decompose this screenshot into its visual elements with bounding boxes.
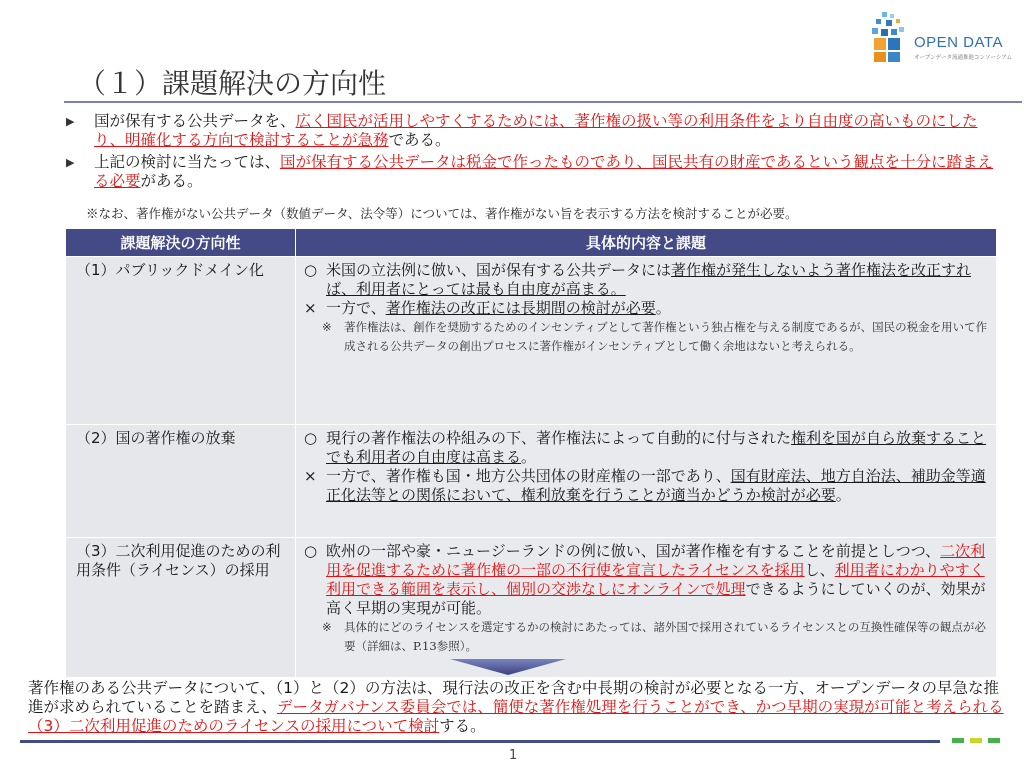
cross-mark-icon: × (304, 299, 317, 317)
detail-underlined: 権利を国が自ら放棄することでも利用者の自由度は高まる (326, 429, 987, 466)
detail-text: 一方で、 (326, 299, 386, 317)
column-header-details: 具体的内容と課題 (296, 229, 997, 257)
bullet-arrow-icon: ▶ (66, 156, 75, 169)
footnote-text: 具体的にどのライセンスを選定するかの検討にあたっては、諸外国で採用されているライセンスとの互換性確保等の観点が必要（詳細は、P.13参照）。 (344, 620, 986, 653)
detail-highlight: 二次利用を促進するために著作権の一部の不行使を宣言したライセンスを採用 (326, 542, 986, 579)
copyright-note: ※なお、著作権がない公共データ（数値データ、法令等）については、著作権がない旨を表示する方法を検討することが必要。 (86, 206, 798, 221)
bullet-list (66, 112, 1006, 194)
direction-table (65, 228, 997, 678)
conclusion-plain: 著作権のある公共データについて、（1）と（2）の方法は、現行法の改正を含む中長期の検討が必要となる一方、オープンデータの早急な推進が求められていることを踏まえ、 (28, 679, 999, 716)
conclusion-plain: する。 (439, 717, 486, 735)
open-data-logo (868, 10, 1018, 70)
detail-text: 米国の立法例に倣い、国が保有する公共データには (326, 261, 672, 279)
footer-divider (20, 740, 940, 743)
cross-mark-icon: × (304, 467, 317, 485)
bullet-text: 国が保有する公共データを、 (94, 112, 296, 130)
row-label: （2）国の著作権の放棄 (66, 425, 296, 538)
conclusion-highlight: データガバナンス委員会では、簡便な著作権処理を行うことができ、かつ早期の実現が可能と考えられる（3）二次利用促進のためのライセンスの採用について検討 (28, 698, 1004, 735)
detail-text: 。 (521, 448, 537, 466)
logo-text: OPEN DATA (914, 34, 1003, 51)
detail-underlined: 国有財産法、地方自治法、補助金等適正化法等との関係において、権利放棄を行うことが適当かどうか検討が必要 (326, 467, 986, 504)
detail-line (304, 261, 988, 299)
footer-accent (988, 738, 1000, 743)
row-details (296, 257, 997, 425)
detail-footnote (304, 318, 988, 356)
bullet-highlight: 広く国民が活用しやすくするためには、著作権の扱い等の利用条件をより自由度の高いものにしたり、明確化する方向で検討することが急務 (94, 112, 978, 149)
detail-text: 欧州の一部や豪・ニュージーランドの例に倣い、国が著作権を有することを前提としつつ、 (326, 542, 941, 560)
page-title: （１）課題解決の方向性 (78, 67, 387, 100)
detail-line (304, 467, 988, 505)
detail-text: 現行の著作権法の枠組みの下、著作権法によって自動的に付与された (326, 429, 792, 447)
row-details (296, 538, 997, 678)
bullet-item (66, 153, 1006, 191)
bullet-highlight: 国が保有する公共データは税金で作ったものであり、国民共有の財産であるという観点を十分に踏まえる必要 (94, 153, 994, 190)
detail-line (304, 542, 988, 618)
down-arrow-icon (450, 659, 566, 675)
note-mark-icon: ※ (322, 320, 332, 334)
detail-text: 。 (835, 486, 851, 504)
bullet-text: である。 (388, 131, 451, 149)
table-row (66, 257, 997, 425)
detail-underlined: 著作権法の改正には長期間の検討が必要 (385, 299, 656, 317)
note-mark-icon: ※ (322, 620, 332, 634)
bullet-item (66, 112, 1006, 150)
footer-accent (970, 738, 982, 743)
conclusion-text (28, 679, 1006, 736)
footer-accent (952, 738, 964, 743)
table-header-row (66, 229, 997, 257)
open-data-cube-icon (868, 10, 912, 66)
detail-text: し、 (804, 561, 835, 579)
row-label: （1）パブリックドメイン化 (66, 257, 296, 425)
circle-mark-icon: ○ (304, 429, 318, 447)
detail-line (304, 429, 988, 467)
circle-mark-icon: ○ (304, 261, 318, 279)
circle-mark-icon: ○ (304, 542, 318, 560)
detail-footnote (304, 618, 988, 656)
detail-highlight: 利用者にわかりやすく利用できる範囲を表示し、個別の交渉なしにオンラインで処理 (326, 561, 985, 598)
detail-text: 。 (655, 299, 671, 317)
logo-subtext: オープンデータ流通推進コンソーシアム (914, 55, 1013, 61)
footnote-text: 著作権法は、創作を奨励するためのインセンティブとして著作権という独占権を与える制度であるが、国民の税金を用いて作成される公共データの創出プロセスに著作権がインセンティブとして働く余地はないと考えられる。 (344, 320, 988, 353)
table-row (66, 425, 997, 538)
detail-line (304, 299, 988, 318)
column-header-direction: 課題解決の方向性 (66, 229, 296, 257)
row-details (296, 425, 997, 538)
row-label: （3）二次利用促進のための利用条件（ライセンス）の採用 (66, 538, 296, 678)
detail-underlined: 著作権が発生しないよう著作権法を改正すれば、利用者にとっては最も自由度が高まる。 (326, 261, 972, 298)
bullet-text: がある。 (140, 172, 203, 190)
title-divider (64, 101, 1022, 103)
detail-text: できるようにしていくのが、効果が高く早期の実現が可能。 (326, 580, 986, 617)
page-number: 1 (509, 748, 518, 763)
bullet-text: 上記の検討に当たっては、 (94, 153, 281, 171)
bullet-arrow-icon: ▶ (66, 115, 75, 128)
detail-text: 一方で、著作権も国・地方公共団体の財産権の一部であり、 (326, 467, 731, 485)
table-row (66, 538, 997, 678)
